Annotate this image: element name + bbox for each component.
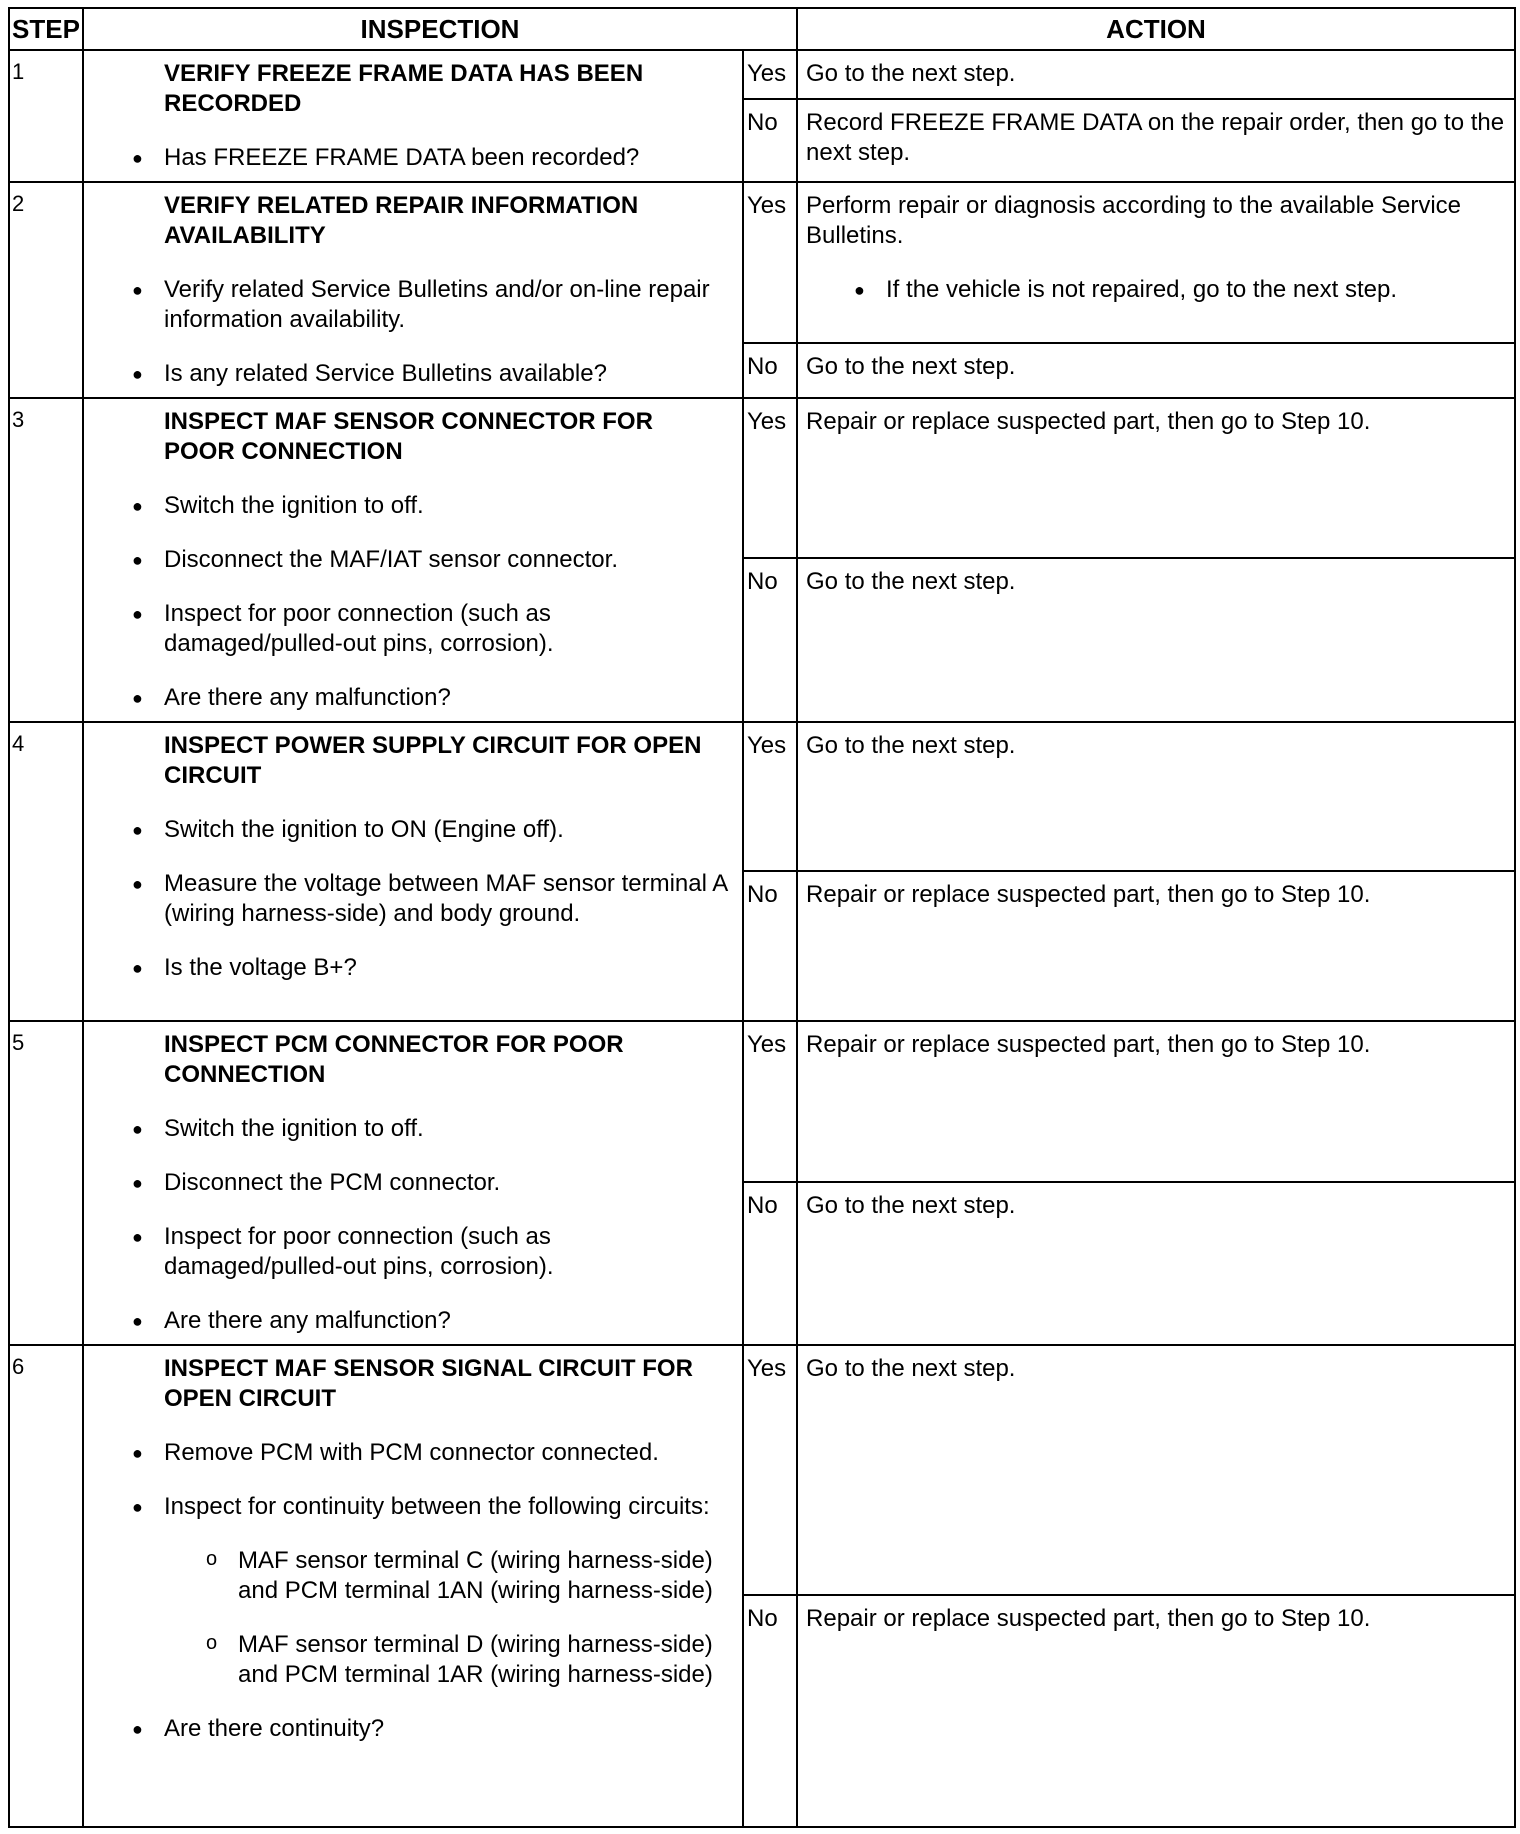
yes-label: Yes [743,1345,797,1595]
bullet-list [164,143,728,173]
yes-action: Repair or replace suspected part, then go to Step 10. [797,1021,1515,1182]
bullet-item: ● Is any related Service Bulletins available? [164,359,728,389]
step-number: 5 [9,1021,83,1345]
bullet-item-with-sublist [164,1492,728,1690]
sub-bullet-item: ● If the vehicle is not repaired, go to the next step. [886,275,1506,305]
step-number: 2 [9,182,83,398]
no-action: Go to the next step. [797,343,1515,398]
bullet-item: ● Switch the ignition to off. [164,1114,728,1144]
circuit-list [164,1546,728,1690]
sub-bullet-list [806,275,1506,305]
bullet-list [164,815,728,983]
bullet-item: ● Verify related Service Bulletins and/or on-line repair information availability. [164,275,728,335]
step-title: INSPECT MAF SENSOR CONNECTOR FOR POOR CONNECTION [164,408,653,465]
header-step: STEP [9,8,83,50]
step-title: VERIFY FREEZE FRAME DATA HAS BEEN RECORDED [164,60,644,117]
no-label: No [743,343,797,398]
bullet-item: ● Inspect for poor connection (such as damaged/pulled-out pins, corrosion). [164,1222,728,1282]
step-title: INSPECT PCM CONNECTOR FOR POOR CONNECTION [164,1031,624,1088]
step-5-yes-row [9,1021,1515,1182]
bullet-list [164,1114,728,1336]
bullet-item: ● Disconnect the PCM connector. [164,1168,728,1198]
step-title: VERIFY RELATED REPAIR INFORMATION AVAILABILITY [164,192,639,249]
yes-label: Yes [743,1021,797,1182]
no-label: No [743,99,797,182]
yes-action: Go to the next step. [797,50,1515,99]
bullet-item: ● Measure the voltage between MAF sensor terminal A (wiring harness-side) and body ground. [164,869,728,929]
step-6-inspection [83,1345,743,1827]
step-title: INSPECT MAF SENSOR SIGNAL CIRCUIT FOR OPEN CIRCUIT [164,1355,693,1412]
circuit-item: o MAF sensor terminal C (wiring harness-side) and PCM terminal 1AN (wiring harness-side) [238,1546,728,1606]
no-label: No [743,558,797,722]
yes-label: Yes [743,182,797,343]
yes-action-cell [797,182,1515,343]
bullet-item: ● Remove PCM with PCM connector connected. [164,1438,728,1468]
yes-label: Yes [743,722,797,871]
step-number: 1 [9,50,83,182]
no-action: Record FREEZE FRAME DATA on the repair order, then go to the next step. [797,99,1515,182]
header-row [9,8,1515,50]
no-label: No [743,871,797,1021]
step-4-inspection [83,722,743,1021]
no-label: No [743,1182,797,1345]
step-number: 4 [9,722,83,1021]
bullet-list [164,1438,728,1744]
header-inspection: INSPECTION [83,8,797,50]
yes-label: Yes [743,398,797,558]
step-3-yes-row [9,398,1515,558]
step-1-inspection [83,50,743,182]
header-action: ACTION [797,8,1515,50]
step-6-yes-row [9,1345,1515,1595]
bullet-item: ● Has FREEZE FRAME DATA been recorded? [164,143,728,173]
no-label: No [743,1595,797,1827]
bullet-item: ● Are there continuity? [164,1714,728,1744]
bullet-item: ● Switch the ignition to off. [164,491,728,521]
no-action: Repair or replace suspected part, then go to Step 10. [797,871,1515,1021]
bullet-item: ● Are there any malfunction? [164,683,728,713]
bullet-item: ● Switch the ignition to ON (Engine off). [164,815,728,845]
step-3-inspection [83,398,743,722]
bullet-list [164,491,728,713]
yes-action: Perform repair or diagnosis according to the available Service Bulletins. [806,192,1462,249]
circuit-item: o MAF sensor terminal D (wiring harness-side) and PCM terminal 1AR (wiring harness-side) [238,1630,728,1690]
yes-action: Go to the next step. [797,722,1515,871]
step-number: 6 [9,1345,83,1827]
step-1-yes-row [9,50,1515,99]
yes-label: Yes [743,50,797,99]
no-action: Go to the next step. [797,558,1515,722]
bullet-text: Inspect for continuity between the following circuits: [164,1493,710,1520]
no-action: Go to the next step. [797,1182,1515,1345]
step-2-yes-row [9,182,1515,343]
step-4-yes-row [9,722,1515,871]
bullet-list [164,275,728,389]
step-number: 3 [9,398,83,722]
diagnostic-table [8,7,1516,1828]
step-title: INSPECT POWER SUPPLY CIRCUIT FOR OPEN CIRCUIT [164,732,702,789]
no-action: Repair or replace suspected part, then go to Step 10. [797,1595,1515,1827]
yes-action: Repair or replace suspected part, then go to Step 10. [797,398,1515,558]
bullet-item: ● Is the voltage B+? [164,953,728,983]
step-2-inspection [83,182,743,398]
bullet-item: ● Are there any malfunction? [164,1306,728,1336]
step-5-inspection [83,1021,743,1345]
yes-action: Go to the next step. [797,1345,1515,1595]
bullet-item: ● Disconnect the MAF/IAT sensor connector. [164,545,728,575]
bullet-item: ● Inspect for poor connection (such as damaged/pulled-out pins, corrosion). [164,599,728,659]
